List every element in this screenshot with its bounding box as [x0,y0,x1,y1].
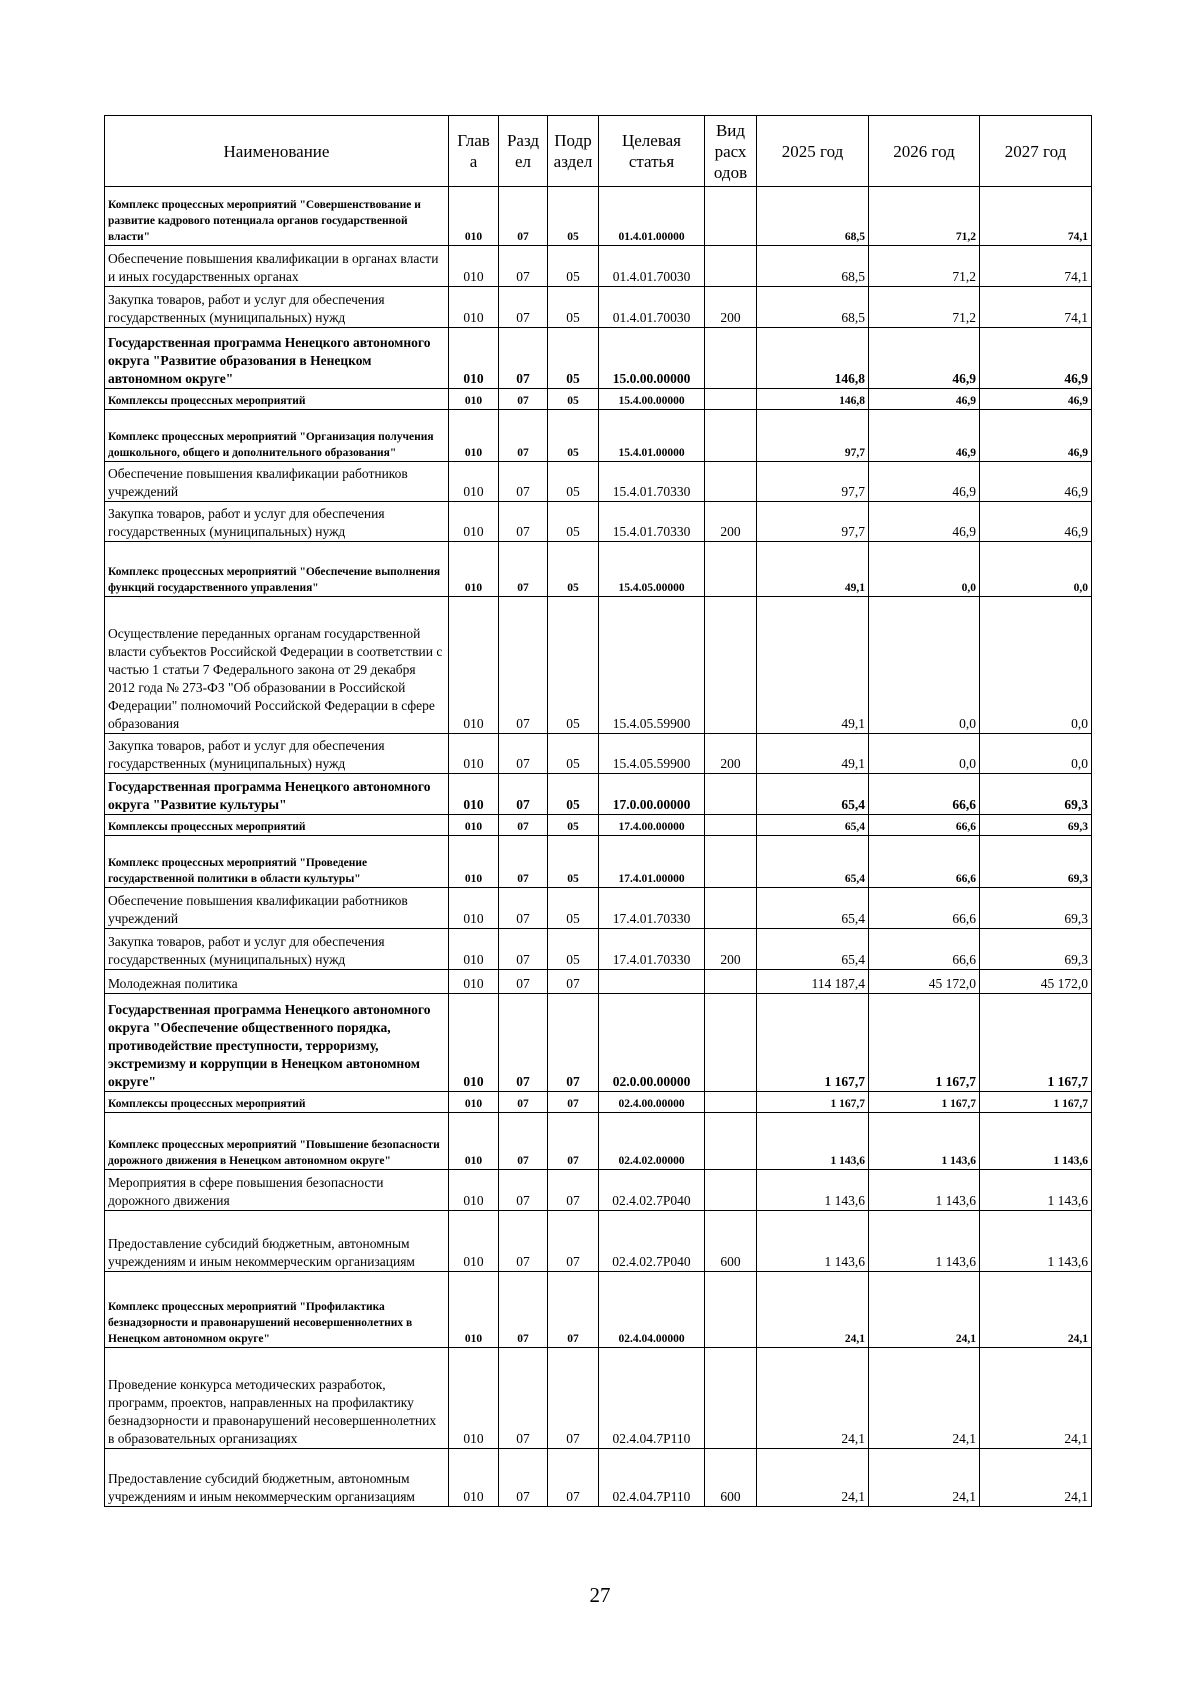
cell-2026: 66,6 [869,774,980,815]
cell-vid: 200 [705,734,757,774]
table-row [105,836,1092,888]
cell-glava: 010 [449,774,499,815]
cell-2027: 24,1 [980,1348,1092,1449]
table-row [105,929,1092,970]
cell-glava: 010 [449,410,499,462]
table-row [105,597,1092,734]
table-row [105,994,1092,1092]
cell-glava: 010 [449,328,499,389]
cell-name: Закупка товаров, работ и услуг для обеспечения государственных (муниципальных) нужд [105,502,449,542]
table-row [105,734,1092,774]
cell-2027: 69,3 [980,929,1092,970]
cell-target: 02.4.02.7Р040 [599,1211,705,1272]
cell-glava: 010 [449,1449,499,1507]
cell-razdel: 07 [499,970,548,994]
cell-target: 02.4.04.7Р110 [599,1449,705,1507]
cell-2026: 46,9 [869,410,980,462]
cell-podrazdel: 05 [548,815,599,836]
cell-2025: 24,1 [757,1348,869,1449]
cell-podrazdel: 05 [548,734,599,774]
cell-razdel: 07 [499,836,548,888]
cell-2026: 0,0 [869,734,980,774]
cell-podrazdel: 07 [548,1092,599,1113]
cell-razdel: 07 [499,389,548,410]
cell-2025: 97,7 [757,462,869,502]
cell-name: Комплексы процессных мероприятий [105,1092,449,1113]
cell-vid [705,1113,757,1170]
cell-glava: 010 [449,970,499,994]
cell-target: 15.4.05.59900 [599,734,705,774]
cell-podrazdel: 07 [548,1211,599,1272]
cell-glava: 010 [449,542,499,597]
cell-glava: 010 [449,1170,499,1211]
header-podrazdel-text: Подр аздел [553,131,593,171]
table-row [105,462,1092,502]
cell-podrazdel: 07 [548,970,599,994]
header-glava-text: Глав а [457,131,490,171]
cell-razdel: 07 [499,994,548,1092]
cell-name: Государственная программа Ненецкого автономного округа "Обеспечение общественного порядка, противодействие преступности, терроризму, экстремизму и коррупции в Ненецком автономном округе" [105,994,449,1092]
table-row [105,1170,1092,1211]
cell-name: Молодежная политика [105,970,449,994]
cell-2025: 146,8 [757,389,869,410]
cell-2026: 1 167,7 [869,994,980,1092]
cell-2025: 68,5 [757,187,869,246]
cell-razdel: 07 [499,1272,548,1348]
cell-razdel: 07 [499,597,548,734]
cell-podrazdel: 05 [548,502,599,542]
cell-2026: 24,1 [869,1272,980,1348]
page-number: 27 [589,1583,611,1607]
table-row [105,187,1092,246]
cell-2025: 68,5 [757,287,869,328]
cell-razdel: 07 [499,287,548,328]
cell-vid [705,1170,757,1211]
cell-target: 15.4.01.00000 [599,410,705,462]
cell-2025: 24,1 [757,1272,869,1348]
cell-2027: 0,0 [980,597,1092,734]
cell-2026: 24,1 [869,1449,980,1507]
cell-target: 02.4.02.7Р040 [599,1170,705,1211]
cell-vid [705,328,757,389]
cell-razdel: 07 [499,929,548,970]
cell-2025: 1 143,6 [757,1170,869,1211]
cell-vid [705,187,757,246]
table-row [105,389,1092,410]
cell-podrazdel: 05 [548,462,599,502]
table-row [105,502,1092,542]
cell-podrazdel: 05 [548,836,599,888]
cell-target: 02.4.04.00000 [599,1272,705,1348]
cell-2025: 49,1 [757,734,869,774]
cell-podrazdel: 05 [548,246,599,287]
cell-target: 17.0.00.00000 [599,774,705,815]
cell-target: 17.4.01.70330 [599,929,705,970]
cell-glava: 010 [449,389,499,410]
cell-razdel: 07 [499,774,548,815]
table-row [105,1211,1092,1272]
cell-2026: 46,9 [869,462,980,502]
cell-2026: 0,0 [869,597,980,734]
cell-name: Комплекс процессных мероприятий "Обеспечение выполнения функций государственного управления" [105,542,449,597]
cell-podrazdel: 05 [548,389,599,410]
cell-2026: 46,9 [869,502,980,542]
cell-2027: 69,3 [980,888,1092,929]
header-name: Наименование [105,116,449,187]
table-row [105,815,1092,836]
table-row [105,888,1092,929]
cell-vid [705,836,757,888]
header-glava [449,116,499,187]
cell-target: 17.4.01.70330 [599,888,705,929]
header-podrazdel [548,116,599,187]
cell-podrazdel: 07 [548,1113,599,1170]
cell-razdel: 07 [499,1211,548,1272]
cell-2026: 66,6 [869,888,980,929]
cell-razdel: 07 [499,502,548,542]
cell-razdel: 07 [499,328,548,389]
cell-2025: 1 143,6 [757,1211,869,1272]
cell-name: Комплекс процессных мероприятий "Совершенствование и развитие кадрового потенциала органов государственной власти" [105,187,449,246]
cell-target: 02.4.02.00000 [599,1113,705,1170]
cell-target: 02.0.00.00000 [599,994,705,1092]
cell-2027: 46,9 [980,462,1092,502]
cell-target: 02.4.04.7Р110 [599,1348,705,1449]
header-vid [705,116,757,187]
cell-2025: 65,4 [757,929,869,970]
cell-target [599,970,705,994]
cell-vid [705,774,757,815]
cell-vid [705,994,757,1092]
cell-name: Предоставление субсидий бюджетным, автономным учреждениям и иным некоммерческим организациям [105,1449,449,1507]
cell-2025: 65,4 [757,836,869,888]
cell-2027: 74,1 [980,187,1092,246]
cell-name: Комплексы процессных мероприятий [105,389,449,410]
table-body [105,187,1092,1507]
cell-2027: 0,0 [980,542,1092,597]
cell-name: Проведение конкурса методических разработок, программ, проектов, направленных на профилактику безнадзорности и правонарушений несовершеннолетних в образовательных организациях [105,1348,449,1449]
cell-target: 15.4.05.59900 [599,597,705,734]
header-razdel-text: Разд ел [506,131,540,171]
cell-vid [705,389,757,410]
cell-2026: 1 143,6 [869,1211,980,1272]
cell-razdel: 07 [499,1113,548,1170]
cell-glava: 010 [449,888,499,929]
cell-2027: 46,9 [980,328,1092,389]
cell-name: Закупка товаров, работ и услуг для обеспечения государственных (муниципальных) нужд [105,287,449,328]
cell-name: Обеспечение повышения квалификации в органах власти и иных государственных органах [105,246,449,287]
table-row [105,1092,1092,1113]
cell-vid [705,1272,757,1348]
table-header-row [105,116,1092,187]
cell-razdel: 07 [499,1170,548,1211]
table-row [105,1348,1092,1449]
cell-razdel: 07 [499,462,548,502]
cell-vid [705,410,757,462]
table-row [105,1113,1092,1170]
cell-target: 15.4.00.00000 [599,389,705,410]
cell-podrazdel: 05 [548,542,599,597]
cell-2027: 1 167,7 [980,1092,1092,1113]
cell-2026: 1 143,6 [869,1170,980,1211]
cell-2025: 49,1 [757,597,869,734]
cell-2027: 74,1 [980,287,1092,328]
header-razdel [499,116,548,187]
cell-2025: 97,7 [757,502,869,542]
cell-razdel: 07 [499,815,548,836]
cell-podrazdel: 05 [548,888,599,929]
cell-glava: 010 [449,994,499,1092]
cell-target: 15.0.00.00000 [599,328,705,389]
cell-2025: 1 143,6 [757,1113,869,1170]
cell-podrazdel: 05 [548,187,599,246]
cell-razdel: 07 [499,410,548,462]
cell-2025: 97,7 [757,410,869,462]
cell-2026: 0,0 [869,542,980,597]
cell-name: Закупка товаров, работ и услуг для обеспечения государственных (муниципальных) нужд [105,929,449,970]
cell-2026: 71,2 [869,287,980,328]
cell-vid [705,462,757,502]
cell-name: Обеспечение повышения квалификации работников учреждений [105,462,449,502]
cell-glava: 010 [449,246,499,287]
cell-name: Закупка товаров, работ и услуг для обеспечения государственных (муниципальных) нужд [105,734,449,774]
cell-name: Обеспечение повышения квалификации работников учреждений [105,888,449,929]
cell-2027: 46,9 [980,389,1092,410]
cell-glava: 010 [449,462,499,502]
cell-glava: 010 [449,1348,499,1449]
cell-2027: 1 143,6 [980,1211,1092,1272]
cell-podrazdel: 07 [548,994,599,1092]
cell-glava: 010 [449,929,499,970]
cell-podrazdel: 05 [548,328,599,389]
cell-2026: 71,2 [869,187,980,246]
cell-vid: 600 [705,1211,757,1272]
cell-glava: 010 [449,1113,499,1170]
cell-2025: 49,1 [757,542,869,597]
cell-podrazdel: 07 [548,1272,599,1348]
cell-glava: 010 [449,815,499,836]
cell-vid: 200 [705,502,757,542]
header-2025: 2025 год [757,116,869,187]
cell-glava: 010 [449,502,499,542]
table-row [105,287,1092,328]
cell-vid [705,815,757,836]
cell-vid [705,970,757,994]
cell-target: 01.4.01.00000 [599,187,705,246]
budget-table [104,115,1092,1507]
cell-2026: 66,6 [869,815,980,836]
cell-2027: 74,1 [980,246,1092,287]
cell-2025: 65,4 [757,888,869,929]
cell-podrazdel: 05 [548,774,599,815]
cell-target: 01.4.01.70030 [599,246,705,287]
cell-2025: 1 167,7 [757,994,869,1092]
cell-2027: 24,1 [980,1272,1092,1348]
cell-2026: 1 143,6 [869,1113,980,1170]
cell-2027: 0,0 [980,734,1092,774]
cell-target: 17.4.00.00000 [599,815,705,836]
cell-razdel: 07 [499,1449,548,1507]
cell-name: Государственная программа Ненецкого автономного округа "Развитие образования в Ненецком автономном округе" [105,328,449,389]
cell-glava: 010 [449,1272,499,1348]
cell-2025: 114 187,4 [757,970,869,994]
cell-razdel: 07 [499,542,548,597]
cell-2025: 65,4 [757,815,869,836]
cell-2026: 46,9 [869,328,980,389]
cell-vid: 600 [705,1449,757,1507]
cell-name: Мероприятия в сфере повышения безопасности дорожного движения [105,1170,449,1211]
header-target-text: Целевая статья [621,131,682,171]
cell-2025: 1 167,7 [757,1092,869,1113]
cell-2027: 1 167,7 [980,994,1092,1092]
header-target [599,116,705,187]
cell-2026: 71,2 [869,246,980,287]
table-row [105,774,1092,815]
table-row [105,1449,1092,1507]
cell-target: 15.4.01.70330 [599,462,705,502]
cell-glava: 010 [449,1092,499,1113]
table-row [105,1272,1092,1348]
cell-2027: 1 143,6 [980,1113,1092,1170]
cell-razdel: 07 [499,246,548,287]
cell-2026: 66,6 [869,836,980,888]
cell-glava: 010 [449,287,499,328]
cell-2025: 68,5 [757,246,869,287]
cell-vid [705,888,757,929]
cell-vid [705,1348,757,1449]
cell-target: 17.4.01.00000 [599,836,705,888]
header-vid-text: Вид расх одов [713,120,748,182]
cell-2025: 65,4 [757,774,869,815]
cell-glava: 010 [449,836,499,888]
cell-razdel: 07 [499,187,548,246]
cell-name: Комплексы процессных мероприятий [105,815,449,836]
cell-name: Комплекс процессных мероприятий "Организация получения дошкольного, общего и дополнительного образования" [105,410,449,462]
cell-2026: 45 172,0 [869,970,980,994]
cell-vid: 200 [705,287,757,328]
cell-glava: 010 [449,734,499,774]
cell-2025: 146,8 [757,328,869,389]
cell-2027: 1 143,6 [980,1170,1092,1211]
cell-target: 02.4.00.00000 [599,1092,705,1113]
cell-2027: 69,3 [980,836,1092,888]
cell-vid [705,597,757,734]
table-row [105,410,1092,462]
cell-name: Государственная программа Ненецкого автономного округа "Развитие культуры" [105,774,449,815]
cell-podrazdel: 05 [548,287,599,328]
table-row [105,246,1092,287]
cell-vid: 200 [705,929,757,970]
cell-name: Осуществление переданных органам государственной власти субъектов Российской Федерации в соответствии с частью 1 статьи 7 Федерального закона от 29 декабря 2012 года № 273-ФЗ "Об образовании в Российской Федерации" полномочий Российской Федерации в сфере образования [105,597,449,734]
cell-razdel: 07 [499,1092,548,1113]
cell-podrazdel: 05 [548,597,599,734]
cell-target: 15.4.01.70330 [599,502,705,542]
cell-name: Комплекс процессных мероприятий "Проведение государственной политики в области культуры" [105,836,449,888]
cell-podrazdel: 05 [548,929,599,970]
cell-2026: 66,6 [869,929,980,970]
cell-2027: 46,9 [980,502,1092,542]
cell-vid [705,542,757,597]
cell-glava: 010 [449,187,499,246]
cell-target: 01.4.01.70030 [599,287,705,328]
cell-podrazdel: 05 [548,410,599,462]
cell-2027: 24,1 [980,1449,1092,1507]
cell-podrazdel: 07 [548,1170,599,1211]
cell-razdel: 07 [499,734,548,774]
cell-2026: 24,1 [869,1348,980,1449]
cell-name: Комплекс процессных мероприятий "Повышение безопасности дорожного движения в Ненецком автономном округе" [105,1113,449,1170]
cell-glava: 010 [449,1211,499,1272]
header-2026: 2026 год [869,116,980,187]
cell-glava: 010 [449,597,499,734]
cell-2026: 1 167,7 [869,1092,980,1113]
cell-razdel: 07 [499,1348,548,1449]
cell-2027: 69,3 [980,815,1092,836]
cell-podrazdel: 07 [548,1348,599,1449]
cell-target: 15.4.05.00000 [599,542,705,597]
table-row [105,542,1092,597]
cell-vid [705,246,757,287]
cell-podrazdel: 07 [548,1449,599,1507]
cell-2025: 24,1 [757,1449,869,1507]
cell-razdel: 07 [499,888,548,929]
cell-2026: 46,9 [869,389,980,410]
cell-name: Предоставление субсидий бюджетным, автономным учреждениям и иным некоммерческим организациям [105,1211,449,1272]
cell-2027: 69,3 [980,774,1092,815]
cell-name: Комплекс процессных мероприятий "Профилактика безнадзорности и правонарушений несовершеннолетних в Ненецком автономном округе" [105,1272,449,1348]
cell-2027: 46,9 [980,410,1092,462]
cell-2027: 45 172,0 [980,970,1092,994]
cell-vid [705,1092,757,1113]
table-row [105,328,1092,389]
header-2027: 2027 год [980,116,1092,187]
table-row [105,970,1092,994]
